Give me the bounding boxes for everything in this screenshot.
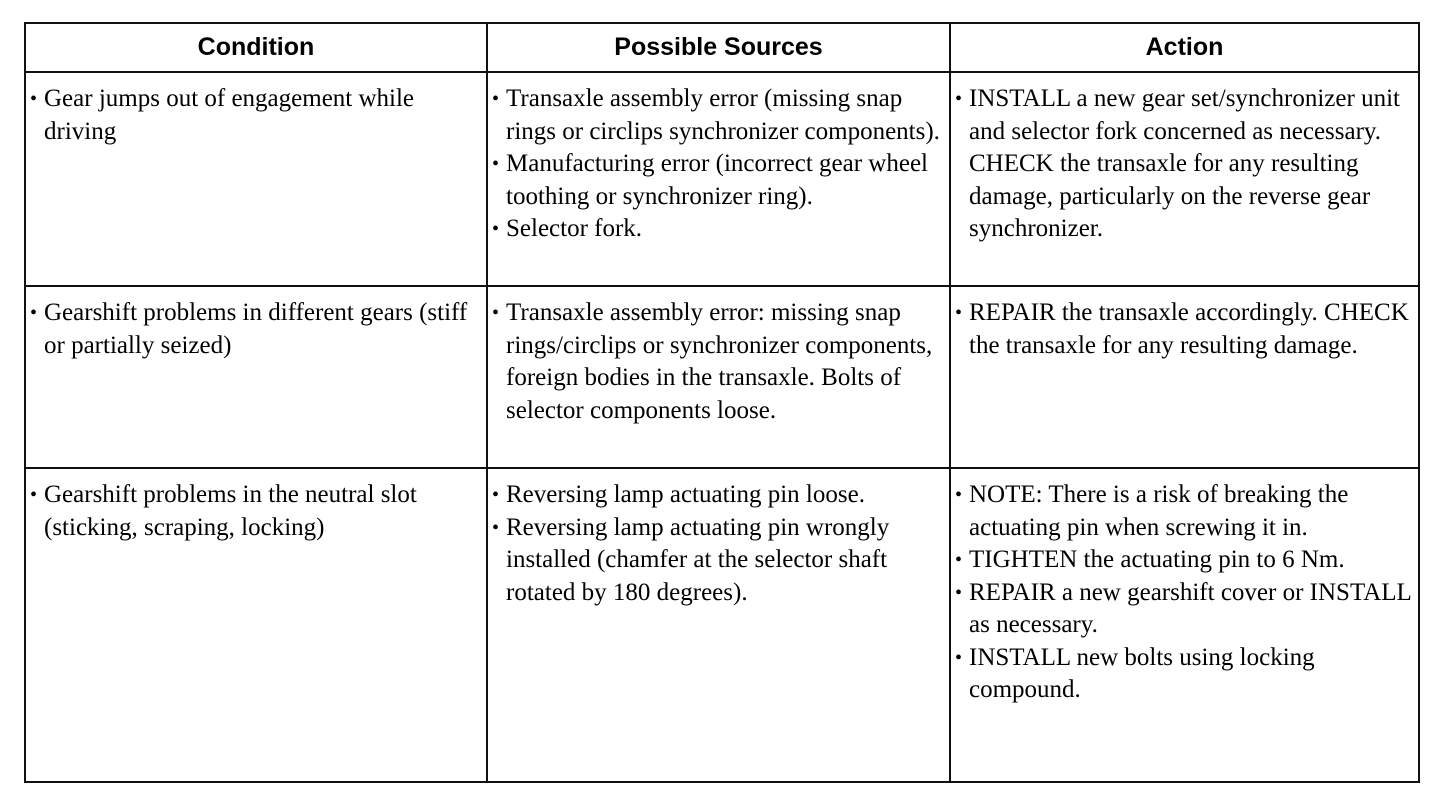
- action-cell: [950, 468, 1419, 782]
- header-row: [25, 23, 1419, 72]
- table-row: [25, 468, 1419, 782]
- column-header-action: Action: [950, 23, 1419, 72]
- list-item: • REPAIR the transaxle accordingly. CHECK the transaxle for any resulting damage.: [955, 297, 1412, 362]
- sources-list: [492, 479, 943, 609]
- action-cell: [950, 72, 1419, 286]
- list-item: • REPAIR a new gearshift cover or INSTALL as necessary.: [955, 577, 1412, 642]
- list-item: • Manufacturing error (incorrect gear wheel toothing or synchronizer ring).: [492, 148, 943, 213]
- troubleshooting-table-container: [24, 22, 1418, 783]
- condition-list: [30, 83, 480, 148]
- action-cell: [950, 286, 1419, 468]
- condition-list: [30, 479, 480, 544]
- actions-list: [955, 297, 1412, 362]
- list-item: • TIGHTEN the actuating pin to 6 Nm.: [955, 544, 1412, 577]
- list-item: • Gearshift problems in the neutral slot (sticking, scraping, locking): [30, 479, 480, 544]
- list-item: • INSTALL new bolts using locking compound.: [955, 642, 1412, 707]
- sources-cell: [487, 72, 950, 286]
- sources-list: [492, 297, 943, 427]
- list-item: • Gear jumps out of engagement while driving: [30, 83, 480, 148]
- sources-cell: [487, 286, 950, 468]
- sources-list: [492, 83, 943, 246]
- list-item: • NOTE: There is a risk of breaking the actuating pin when screwing it in.: [955, 479, 1412, 544]
- list-item: • Reversing lamp actuating pin wrongly installed (chamfer at the selector shaft rotated by 180 degrees).: [492, 512, 943, 610]
- troubleshooting-table: [24, 22, 1420, 783]
- list-item: • Reversing lamp actuating pin loose.: [492, 479, 943, 512]
- list-item: • INSTALL a new gear set/synchronizer unit and selector fork concerned as necessary. CHECK the transaxle for any resulting damage, particularly on the reverse gear synchronizer.: [955, 83, 1412, 246]
- condition-cell: [25, 72, 487, 286]
- condition-cell: [25, 468, 487, 782]
- column-header-possible-sources: Possible Sources: [487, 23, 950, 72]
- condition-cell: [25, 286, 487, 468]
- actions-list: [955, 83, 1412, 246]
- list-item: • Selector fork.: [492, 213, 943, 246]
- list-item: • Gearshift problems in different gears (stiff or partially seized): [30, 297, 480, 362]
- actions-list: [955, 479, 1412, 707]
- condition-list: [30, 297, 480, 362]
- list-item: • Transaxle assembly error: missing snap rings/circlips or synchronizer components, foreign bodies in the transaxle. Bolts of selector components loose.: [492, 297, 943, 427]
- table-row: [25, 72, 1419, 286]
- table-row: [25, 286, 1419, 468]
- sources-cell: [487, 468, 950, 782]
- column-header-condition: Condition: [25, 23, 487, 72]
- list-item: • Transaxle assembly error (missing snap rings or circlips synchronizer components).: [492, 83, 943, 148]
